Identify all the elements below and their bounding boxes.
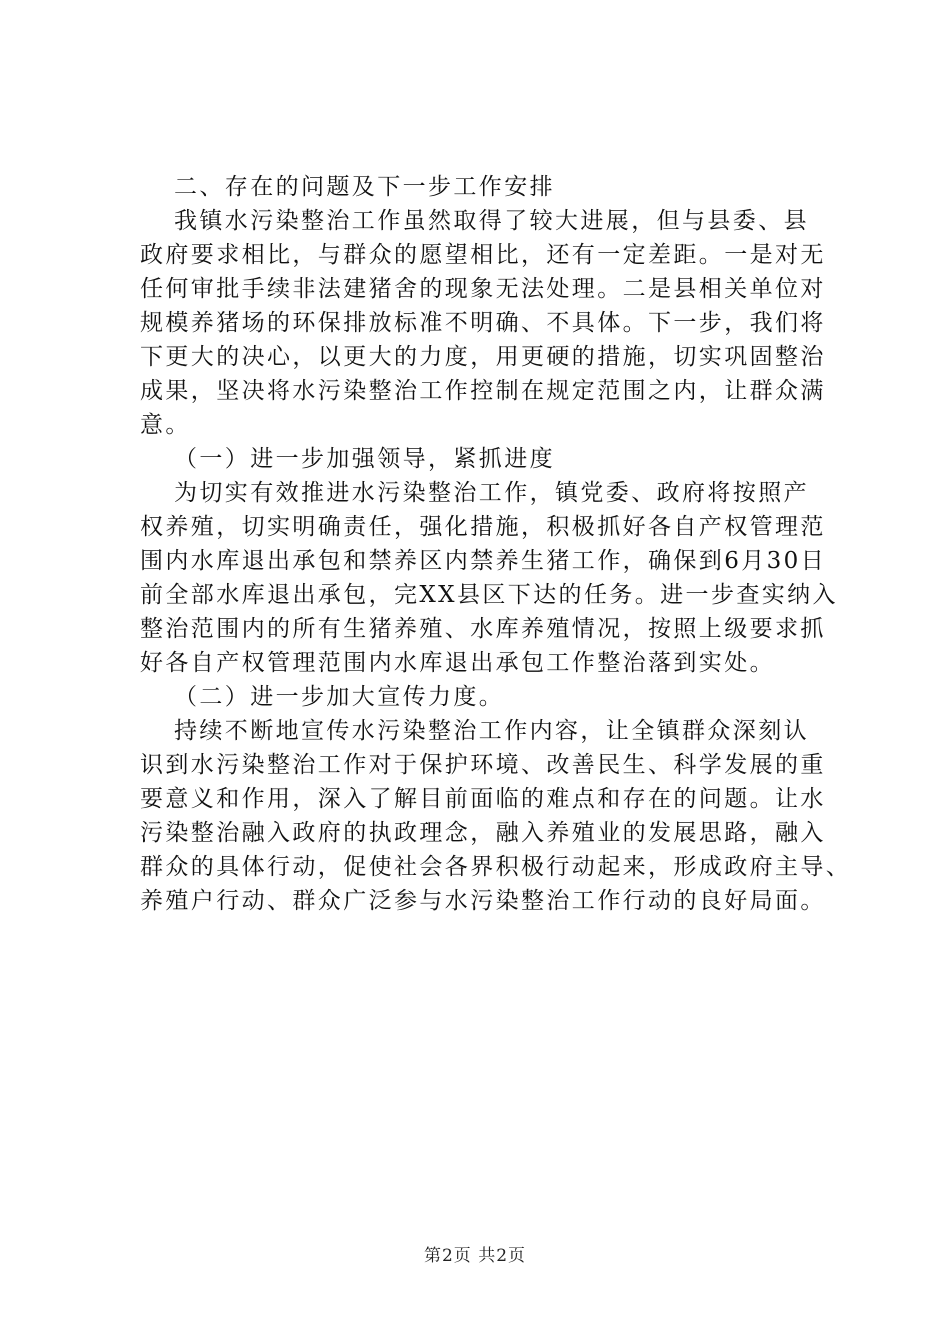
paragraph-line: 意。 [140,412,191,438]
paragraph-line: 规模养猪场的环保排放标准不明确、不具体。下一步，我们将 [140,310,826,336]
paragraph-line: 下更大的决心，以更大的力度，用更硬的措施，切实巩固整治 [140,344,826,370]
paragraph-line: 任何审批手续非法建猪舍的现象无法处理。二是县相关单位对 [140,276,826,302]
paragraph-line: 要意义和作用，深入了解目前面临的难点和存在的问题。让水 [140,786,826,812]
paragraph-line: 为切实有效推进水污染整治工作，镇党委、政府将按照产 [174,480,809,506]
paragraph-line: 围内水库退出承包和禁养区内禁养生猪工作，确保到6月30日 [140,548,827,574]
subsection-heading: （一）进一步加强领导，紧抓进度 [174,446,555,472]
page-number-footer: 第2页 共2页 [423,1246,527,1266]
paragraph-line: 成果，坚决将水污染整治工作控制在规定范围之内，让群众满 [140,378,826,404]
paragraph-line: 整治范围内的所有生猪养殖、水库养殖情况，按照上级要求抓 [140,616,826,642]
paragraph-line: 养殖户行动、群众广泛参与水污染整治工作行动的良好局面。 [140,888,826,914]
subsection-heading: （二）进一步加大宣传力度。 [174,684,505,710]
section-heading: 二、存在的问题及下一步工作安排 [174,174,555,200]
document-body [140,170,852,918]
paragraph-line: 好各自产权管理范围内水库退出承包工作整治落到实处。 [140,650,775,676]
paragraph-line: 前全部水库退出承包，完XX县区下达的任务。进一步查实纳入 [140,582,838,608]
paragraph-line: 权养殖，切实明确责任，强化措施，积极抓好各自产权管理范 [140,514,826,540]
paragraph-line: 识到水污染整治工作对于保护环境、改善民生、科学发展的重 [140,752,826,778]
paragraph-line: 我镇水污染整治工作虽然取得了较大进展，但与县委、县 [174,208,809,234]
paragraph-line: 政府要求相比，与群众的愿望相比，还有一定差距。一是对无 [140,242,826,268]
paragraph-line: 持续不断地宣传水污染整治工作内容，让全镇群众深刻认 [174,718,809,744]
paragraph-line: 污染整治融入政府的执政理念，融入养殖业的发展思路，融入 [140,820,826,846]
paragraph-line: 群众的具体行动，促使社会各界积极行动起来，形成政府主导、 [140,854,852,880]
